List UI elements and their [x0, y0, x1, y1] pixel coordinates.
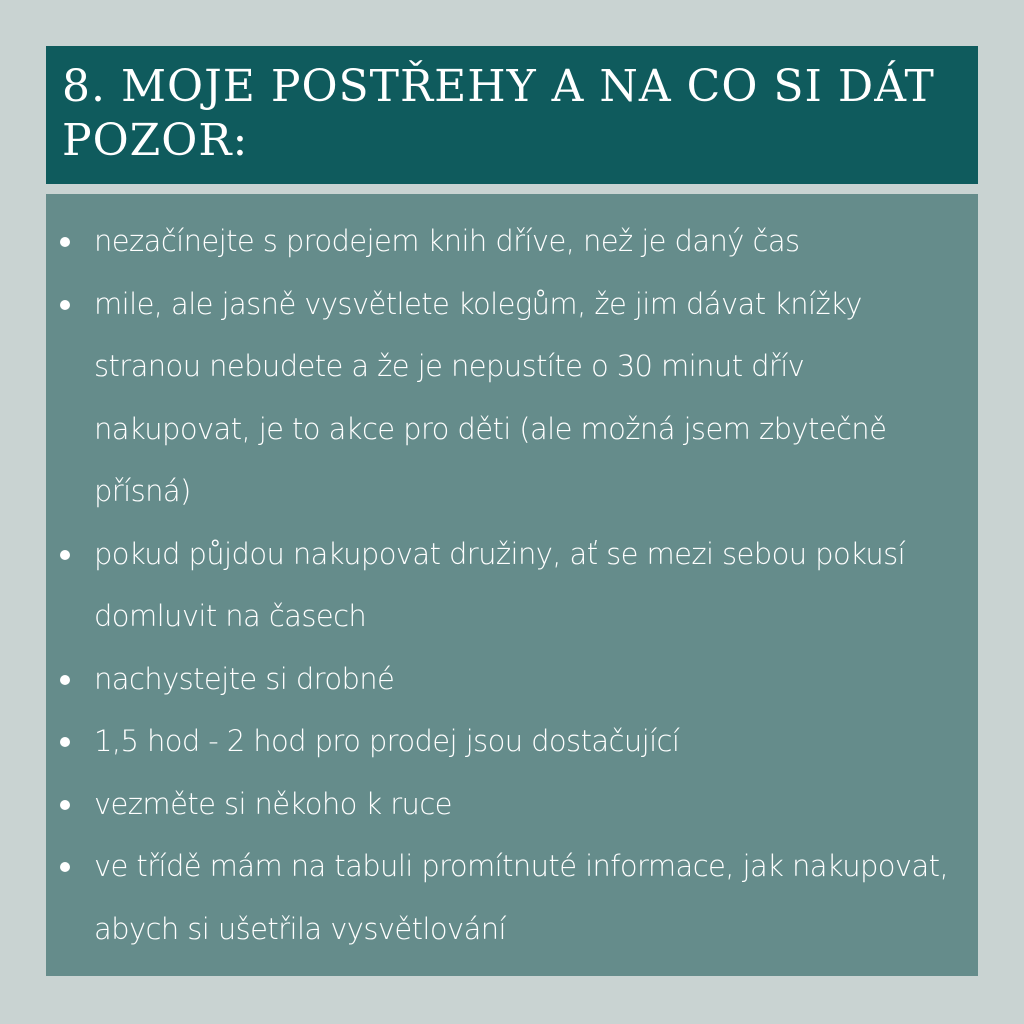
list-item: nachystejte si drobné	[46, 648, 958, 711]
list-item: mile, ale jasně vysvětlete kolegům, že jim dávat knížky stranou nebudete a že je nepustíte o 30 minut dřív nakupovat, je to akce pro děti (ale možná jsem zbytečně přísná)	[46, 273, 958, 523]
list-item: nezačínejte s prodejem knih dříve, než je daný čas	[46, 210, 958, 273]
list-item: vezměte si někoho k ruce	[46, 773, 958, 836]
title-banner	[46, 46, 978, 184]
tips-list	[46, 210, 958, 960]
list-item: 1,5 hod - 2 hod pro prodej jsou dostačující	[46, 710, 958, 773]
tips-panel	[46, 194, 978, 976]
page-title: 8. MOJE POSTŘEHY A NA CO SI DÁT POZOR:	[62, 61, 935, 166]
list-item: pokud půjdou nakupovat družiny, ať se mezi sebou pokusí domluvit na časech	[46, 523, 958, 648]
list-item: ve třídě mám na tabuli promítnuté informace, jak nakupovat, abych si ušetřila vysvětlování	[46, 835, 958, 960]
